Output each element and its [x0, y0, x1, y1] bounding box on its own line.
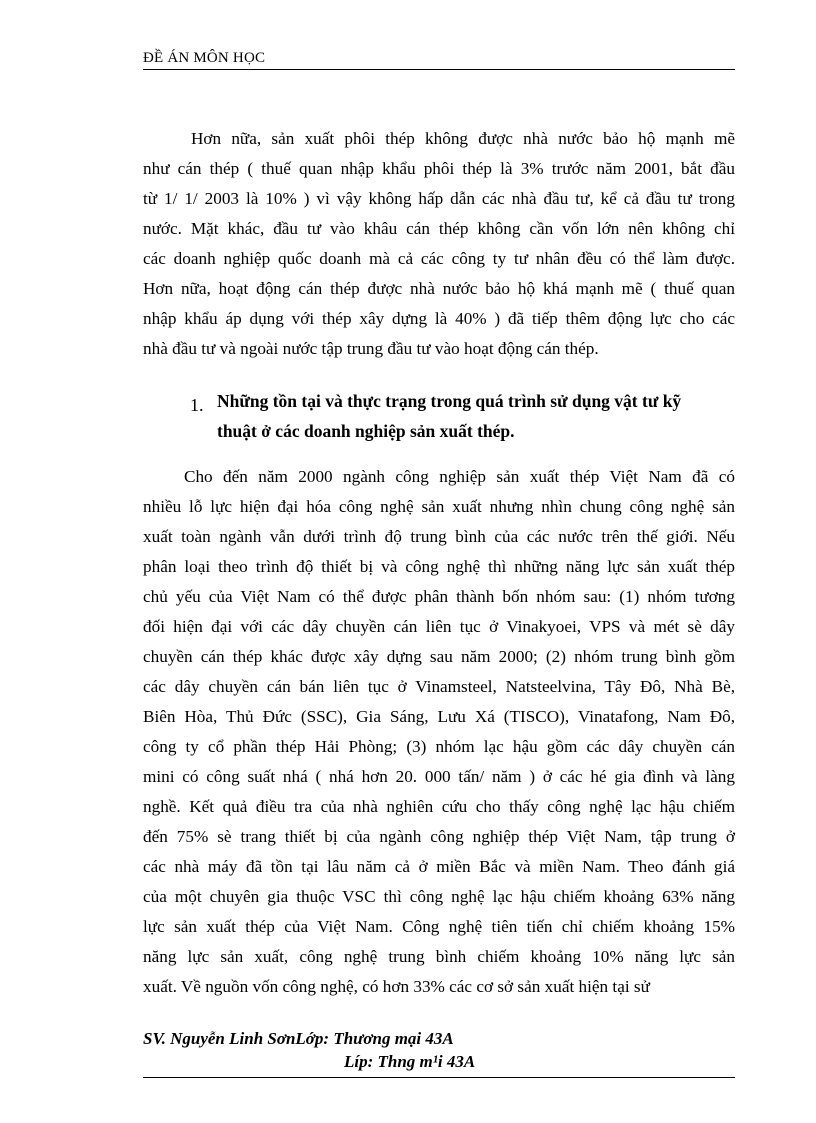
section-number: 1.	[190, 395, 204, 415]
paragraph2-line: đến 75% sè trang thiết bị của ngành công nghiệp thép Việt Nam, tập trung ở	[143, 827, 735, 846]
paragraph1-line: Hơn nữa, hoạt động cán thép được nhà nước bảo hộ khá mạnh mẽ ( thuế quan	[143, 279, 735, 298]
paragraph1-line: từ 1/ 1/ 2003 là 10% ) vì vậy không hấp dẫn các nhà đầu tư, kể cả đầu tư trong	[143, 189, 735, 208]
paragraph2-line: nghề. Kết quả điều tra của nhà nghiên cứu cho thấy công nghệ lạc hậu chiếm	[143, 797, 735, 816]
paragraph2-line: phân loại theo trình độ thiết bị và công nghệ thì những năng lực sản xuất thép	[143, 557, 735, 576]
paragraph2-line: các dây chuyền cán bán liên tục ở Vinamsteel, Natsteelvina, Tây Đô, Nhà Bè,	[143, 677, 735, 696]
paragraph-1	[143, 124, 735, 364]
section-title	[217, 386, 737, 446]
paragraph1-line: nhập khẩu áp dụng với thép xây dựng là 40% ) đã tiếp thêm động lực cho các	[143, 309, 735, 328]
paragraph2-line: năng lực sản xuất, công nghệ trung bình chiếm khoảng 10% năng lực sản	[143, 947, 735, 966]
paragraph2-line: đối hiện đại với các dây chuyền cán liên tục ở Vinakyoei, VPS và mét sè dây	[143, 617, 735, 636]
footer-rule	[143, 1077, 735, 1078]
document-header	[143, 50, 735, 70]
paragraph2-line: Biên Hòa, Thủ Đức (SSC), Gia Sáng, Lưu Xá (TISCO), Vinatafong, Nam Đô,	[143, 707, 735, 726]
footer-student-line: SV. Nguyễn Linh SơnLớp: Thương mại 43A	[143, 1029, 454, 1048]
paragraph2-line: lực sản xuất thép của Việt Nam. Công nghệ tiên tiến chỉ chiếm khoảng 15%	[143, 917, 735, 936]
paragraph-2	[143, 462, 735, 1002]
paragraph1-line: nhà đầu tư và ngoài nước tập trung đầu tư vào hoạt động cán thép.	[143, 339, 599, 358]
paragraph2-line: nhiều lỗ lực hiện đại hóa công nghệ sản xuất nhưng nhìn chung công nghệ sản	[143, 497, 735, 516]
section-title-line-1: Những tồn tại và thực trạng trong quá trình sử dụng vật tư kỹ	[217, 391, 682, 411]
section-title-line-2: thuật ở các doanh nghiệp sản xuất thép.	[217, 421, 515, 441]
paragraph2-line: Cho đến năm 2000 ngành công nghiệp sản xuất thép Việt Nam đã có	[184, 467, 735, 486]
paragraph2-line: các nhà máy đã tồn tại lâu năm cả ở miền Bắc và miền Nam. Theo đánh giá	[143, 857, 735, 876]
paragraph2-line: xuất toàn ngành vẫn dưới trình độ trung bình của các nước trên thế giới. Nếu	[143, 527, 735, 546]
paragraph1-line: Hơn nữa, sản xuất phôi thép không được nhà nước bảo hộ mạnh mẽ	[191, 129, 735, 148]
paragraph2-line: chủ yếu của Việt Nam có thể được phân thành bốn nhóm sau: (1) nhóm tương	[143, 587, 735, 606]
paragraph2-line: xuất. Về nguồn vốn công nghệ, có hơn 33% các cơ sở sản xuất hiện tại sử	[143, 977, 650, 996]
paragraph2-line: chuyền cán thép khác được xây dựng sau năm 2000; (2) nhóm trung bình gồm	[143, 647, 735, 666]
paragraph2-line: công ty cổ phần thép Hải Phòng; (3) nhóm lạc hậu gồm các dây chuyền cán	[143, 737, 735, 756]
paragraph1-line: như cán thép ( thuế quan nhập khẩu phôi thép là 3% trước năm 2001, bắt đầu	[143, 159, 735, 178]
paragraph1-line: các doanh nghiệp quốc doanh mà cả các công ty tư nhân đều có thể làm được.	[143, 249, 735, 268]
paragraph2-line: của một chuyên gia thuộc VSC thì công nghệ lạc hậu chiếm khoảng 63% năng	[143, 887, 735, 906]
footer-class-line: Líp: Thng m¹i 43A	[344, 1052, 476, 1071]
header-title: ĐỀ ÁN MÔN HỌC	[143, 50, 266, 66]
paragraph2-line: mini có công suất nhá ( nhá hơn 20. 000 tấn/ năm ) ở các hé gia đình và làng	[143, 767, 735, 786]
paragraph1-line: nước. Mặt khác, đầu tư vào khâu cán thép không cần vốn lớn nên không chỉ	[143, 219, 735, 238]
